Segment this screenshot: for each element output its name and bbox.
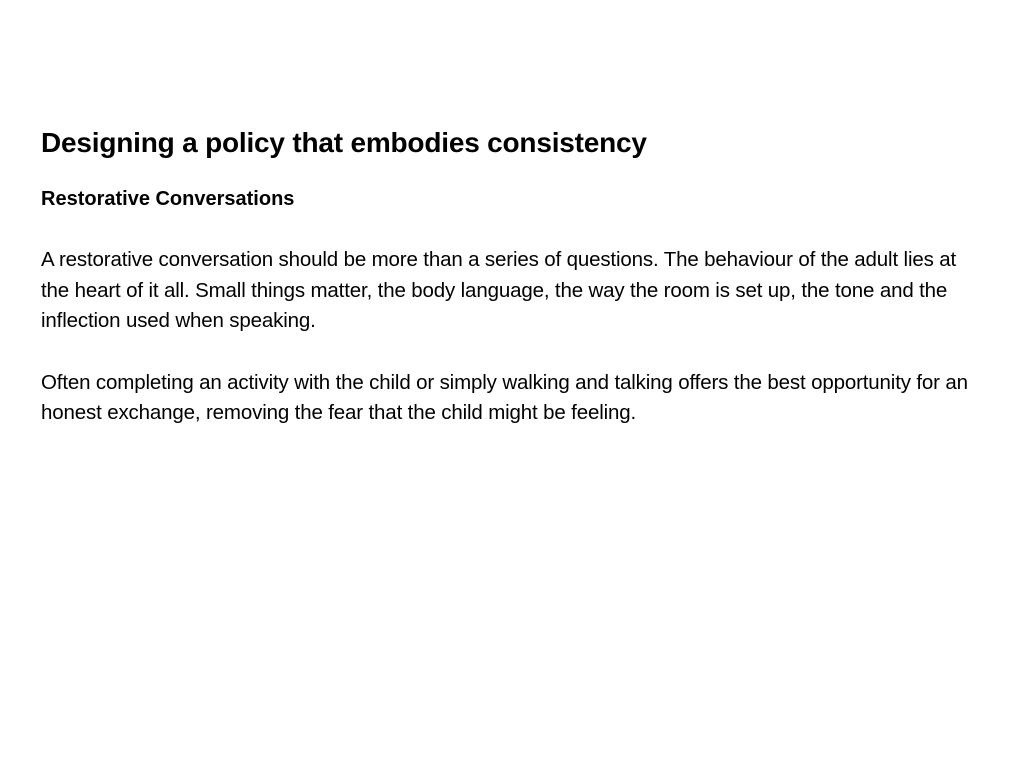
section-heading: Restorative Conversations xyxy=(41,188,295,210)
paragraph-activity-exchange: Often completing an activity with the child or simply walking and talking offers the best opportunity for an honest exchange, removing the fear that the child might be feeling. xyxy=(41,370,968,424)
paragraph-restorative-conversation: A restorative conversation should be more than a series of questions. The behaviour of the adult lies at the heart of it all. Small things matter, the body language, the way the room is set up, the tone and the inflection used when speaking. xyxy=(41,248,957,332)
slide-title: Designing a policy that embodies consistency xyxy=(41,127,647,158)
slide-content xyxy=(41,124,971,429)
